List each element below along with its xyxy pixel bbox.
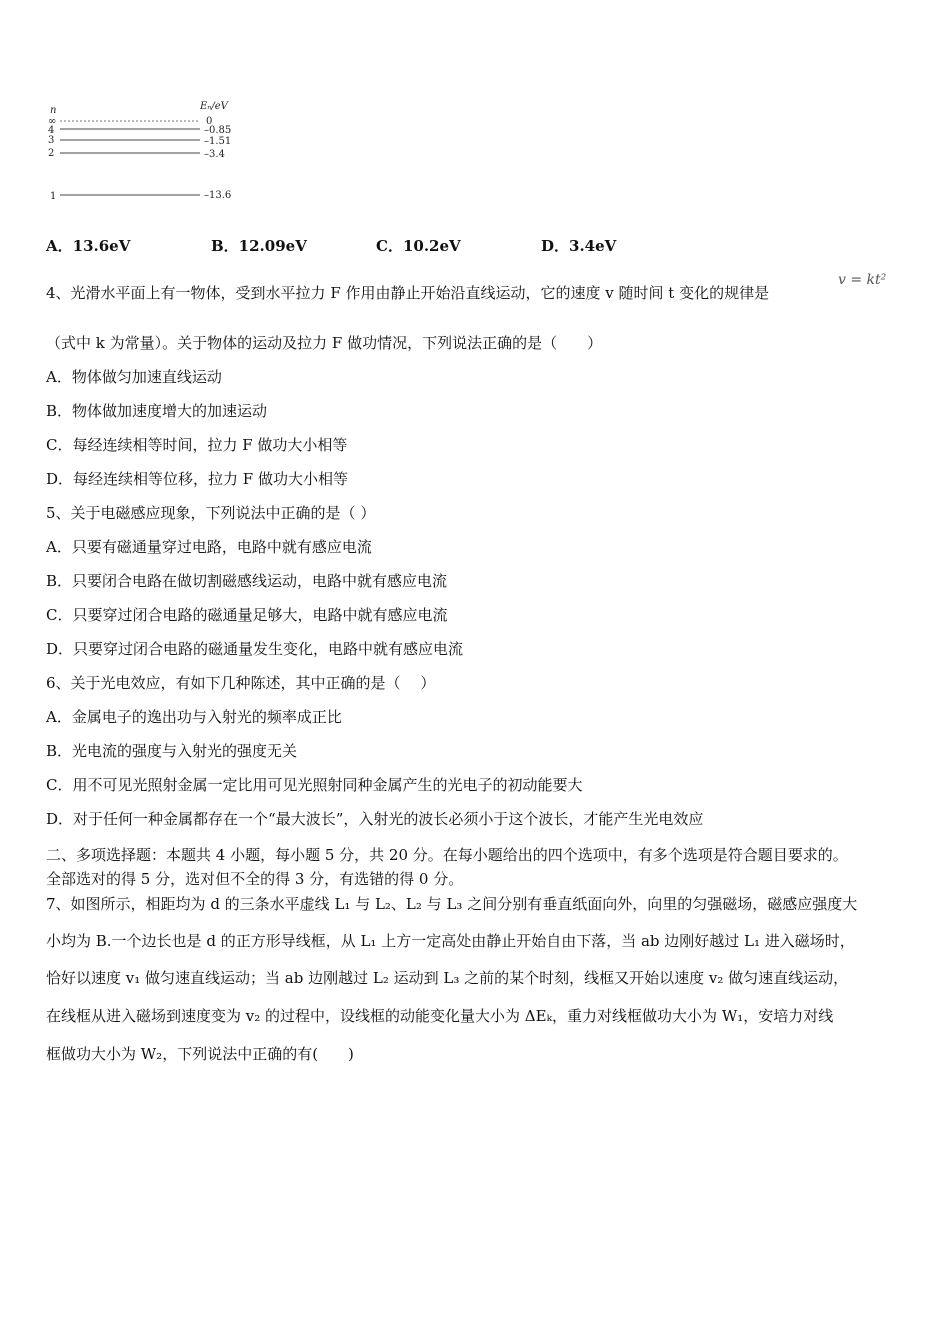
q4-option-b: B．物体做加速度增大的加速运动 — [46, 402, 268, 420]
q4-stem-a: 4、光滑水平面上有一物体，受到水平拉力 F 作用由静止开始沿直线运动，它的速度 v 随时间 t 变化的规律是 — [46, 284, 770, 302]
q7-line1: 7、如图所示，相距均为 d 的三条水平虚线 L₁ 与 L₂、L₂ 与 L₃ 之间分别有垂直纸面向外，向里的匀强磁场，磁感应强度大 — [46, 895, 858, 913]
q4-formula: v = kt² — [838, 272, 887, 288]
q6-option-d: D．对于任何一种金属都存在一个“最大波长”，入射光的波长必须小于这个波长，才能产生光电效应 — [46, 810, 704, 828]
energy-level-svg — [40, 96, 250, 211]
q6-option-c: C．用不可见光照射金属一定比用可见光照射同种金属产生的光电子的初动能要大 — [46, 776, 583, 794]
q4-stem-b: （式中 k 为常量）。关于物体的运动及拉力 F 做功情况，下列说法正确的是（ ） — [46, 334, 603, 352]
level-n-1: 1 — [50, 191, 57, 202]
level-n-3: 3 — [48, 135, 55, 146]
q5-option-d: D．只要穿过闭合电路的磁通量发生变化，电路中就有感应电流 — [46, 640, 464, 658]
q7-line5: 框做功大小为 W₂，下列说法中正确的有( ) — [46, 1045, 354, 1063]
q7-line2: 小均为 B.一个边长也是 d 的正方形导线框，从 L₁ 上方一定高处由静止开始自由下落，当 ab 边刚好越过 L₁ 进入磁场时， — [46, 932, 855, 950]
q3-options — [46, 236, 616, 256]
q3-option-a: A．13.6eV — [46, 237, 131, 255]
q4-option-a: A．物体做匀加速直线运动 — [46, 368, 222, 386]
level-e-1: –13.6 — [204, 190, 232, 201]
q3-option-b: B．12.09eV — [211, 237, 307, 255]
q7-line4: 在线框从进入磁场到速度变为 v₂ 的过程中，设线框的动能变化量大小为 ΔEₖ，重力对线框做功大小为 W₁，安培力对线 — [46, 1007, 834, 1025]
q5-stem: 5、关于电磁感应现象，下列说法中正确的是（ ） — [46, 504, 376, 522]
q4-option-d: D．每经连续相等位移，拉力 F 做功大小相等 — [46, 470, 348, 488]
q3-option-d: D．3.4eV — [541, 237, 617, 255]
level-n-4: 4 — [48, 125, 55, 136]
level-e-2: –3.4 — [204, 149, 225, 160]
q6-option-a: A．金属电子的逸出功与入射光的频率成正比 — [46, 708, 342, 726]
energy-level-diagram — [40, 96, 250, 211]
section2-line1: 二、多项选择题：本题共 4 小题，每小题 5 分，共 20 分。在每小题给出的四个选项中，有多个选项是符合题目要求的。 — [46, 846, 848, 864]
q7-line3: 恰好以速度 v₁ 做匀速直线运动；当 ab 边刚越过 L₂ 运动到 L₃ 之前的某个时刻，线框又开始以速度 v₂ 做匀速直线运动， — [46, 969, 849, 987]
q5-option-c: C．只要穿过闭合电路的磁通量足够大，电路中就有感应电流 — [46, 606, 448, 624]
level-e-4: –0.85 — [204, 125, 232, 136]
q6-option-b: B．光电流的强度与入射光的强度无关 — [46, 742, 298, 760]
q3-option-c: C．10.2eV — [376, 237, 461, 255]
q5-option-b: B．只要闭合电路在做切割磁感线运动，电路中就有感应电流 — [46, 572, 448, 590]
level-n-inf: ∞ — [48, 116, 57, 127]
level-n-2: 2 — [48, 148, 55, 159]
diagram-e-label: Eₙ/eV — [200, 101, 228, 112]
q4-option-c: C．每经连续相等时间，拉力 F 做功大小相等 — [46, 436, 348, 454]
level-e-inf: 0 — [206, 116, 213, 127]
q5-option-a: A．只要有磁通量穿过电路，电路中就有感应电流 — [46, 538, 372, 556]
q6-stem: 6、关于光电效应，有如下几种陈述，其中正确的是（ ） — [46, 674, 436, 692]
level-e-3: –1.51 — [204, 136, 232, 147]
diagram-n-label: n — [50, 105, 57, 116]
section2-line2: 全部选对的得 5 分，选对但不全的得 3 分，有选错的得 0 分。 — [46, 870, 464, 888]
